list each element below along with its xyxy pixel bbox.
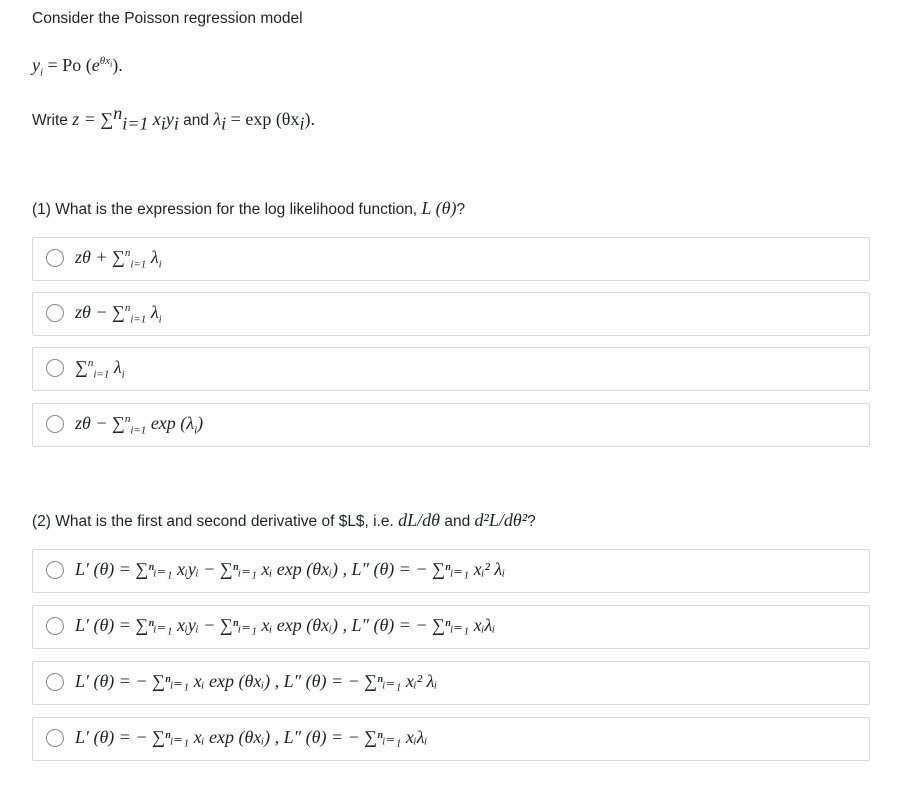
question-2-prompt: (2) What is the first and second derivative of $L$, i.e. dL/dθ and d²L/dθ²? <box>32 510 536 530</box>
option-label: zθ + ∑$^n_{i=1}$ $\lambda_i$ <box>75 247 162 271</box>
q1-option-4[interactable] <box>32 403 870 447</box>
radio-button[interactable] <box>46 617 64 635</box>
question-1-prompt: (1) What is the expression for the log likelihood function, L (θ)? <box>32 198 466 218</box>
q1-option-2[interactable] <box>32 292 870 336</box>
model-equation: $y_i = Po$ $(e^{\theta x_i})$. <box>32 55 123 79</box>
option-label: zθ − ∑$^n_{i=1}$ $\lambda_i$ <box>75 302 162 326</box>
q1-option-3[interactable] <box>32 347 870 391</box>
option-label: L′ (θ) = ∑ⁿᵢ₌₁ xᵢyᵢ − ∑ⁿᵢ₌₁ xᵢ exp (θxᵢ) , L″ (θ) = − ∑ⁿᵢ₌₁ xᵢ² λᵢ <box>75 559 506 579</box>
option-label: ∑$^n_{i=1}$ $\lambda_i$ <box>75 357 125 381</box>
q2-option-1[interactable] <box>32 549 870 593</box>
radio-button[interactable] <box>46 249 64 267</box>
q2-option-3[interactable] <box>32 661 870 705</box>
radio-button[interactable] <box>46 415 64 433</box>
q1-option-1[interactable] <box>32 237 870 281</box>
option-label: L′ (θ) = − ∑ⁿᵢ₌₁ xᵢ exp (θxᵢ) , L″ (θ) = − ∑ⁿᵢ₌₁ xᵢλᵢ <box>75 727 428 747</box>
definition-line: Write z = ∑$^n_{i=1}$ $x_iy_i$ and $\lambda_i = \exp (\theta x_i)$. <box>32 103 315 134</box>
option-label: zθ − ∑$^n_{i=1}$ $\exp (\lambda_i)$ <box>75 413 204 437</box>
radio-button[interactable] <box>46 673 64 691</box>
q2-option-4[interactable] <box>32 717 870 761</box>
radio-button[interactable] <box>46 359 64 377</box>
intro-text: Consider the Poisson regression model <box>32 10 303 27</box>
option-label: L′ (θ) = − ∑ⁿᵢ₌₁ xᵢ exp (θxᵢ) , L″ (θ) = − ∑ⁿᵢ₌₁ xᵢ² λᵢ <box>75 671 438 691</box>
radio-button[interactable] <box>46 304 64 322</box>
radio-button[interactable] <box>46 729 64 747</box>
radio-button[interactable] <box>46 561 64 579</box>
option-label: L′ (θ) = ∑ⁿᵢ₌₁ xᵢyᵢ − ∑ⁿᵢ₌₁ xᵢ exp (θxᵢ) , L″ (θ) = − ∑ⁿᵢ₌₁ xᵢλᵢ <box>75 615 496 635</box>
q2-option-2[interactable] <box>32 605 870 649</box>
